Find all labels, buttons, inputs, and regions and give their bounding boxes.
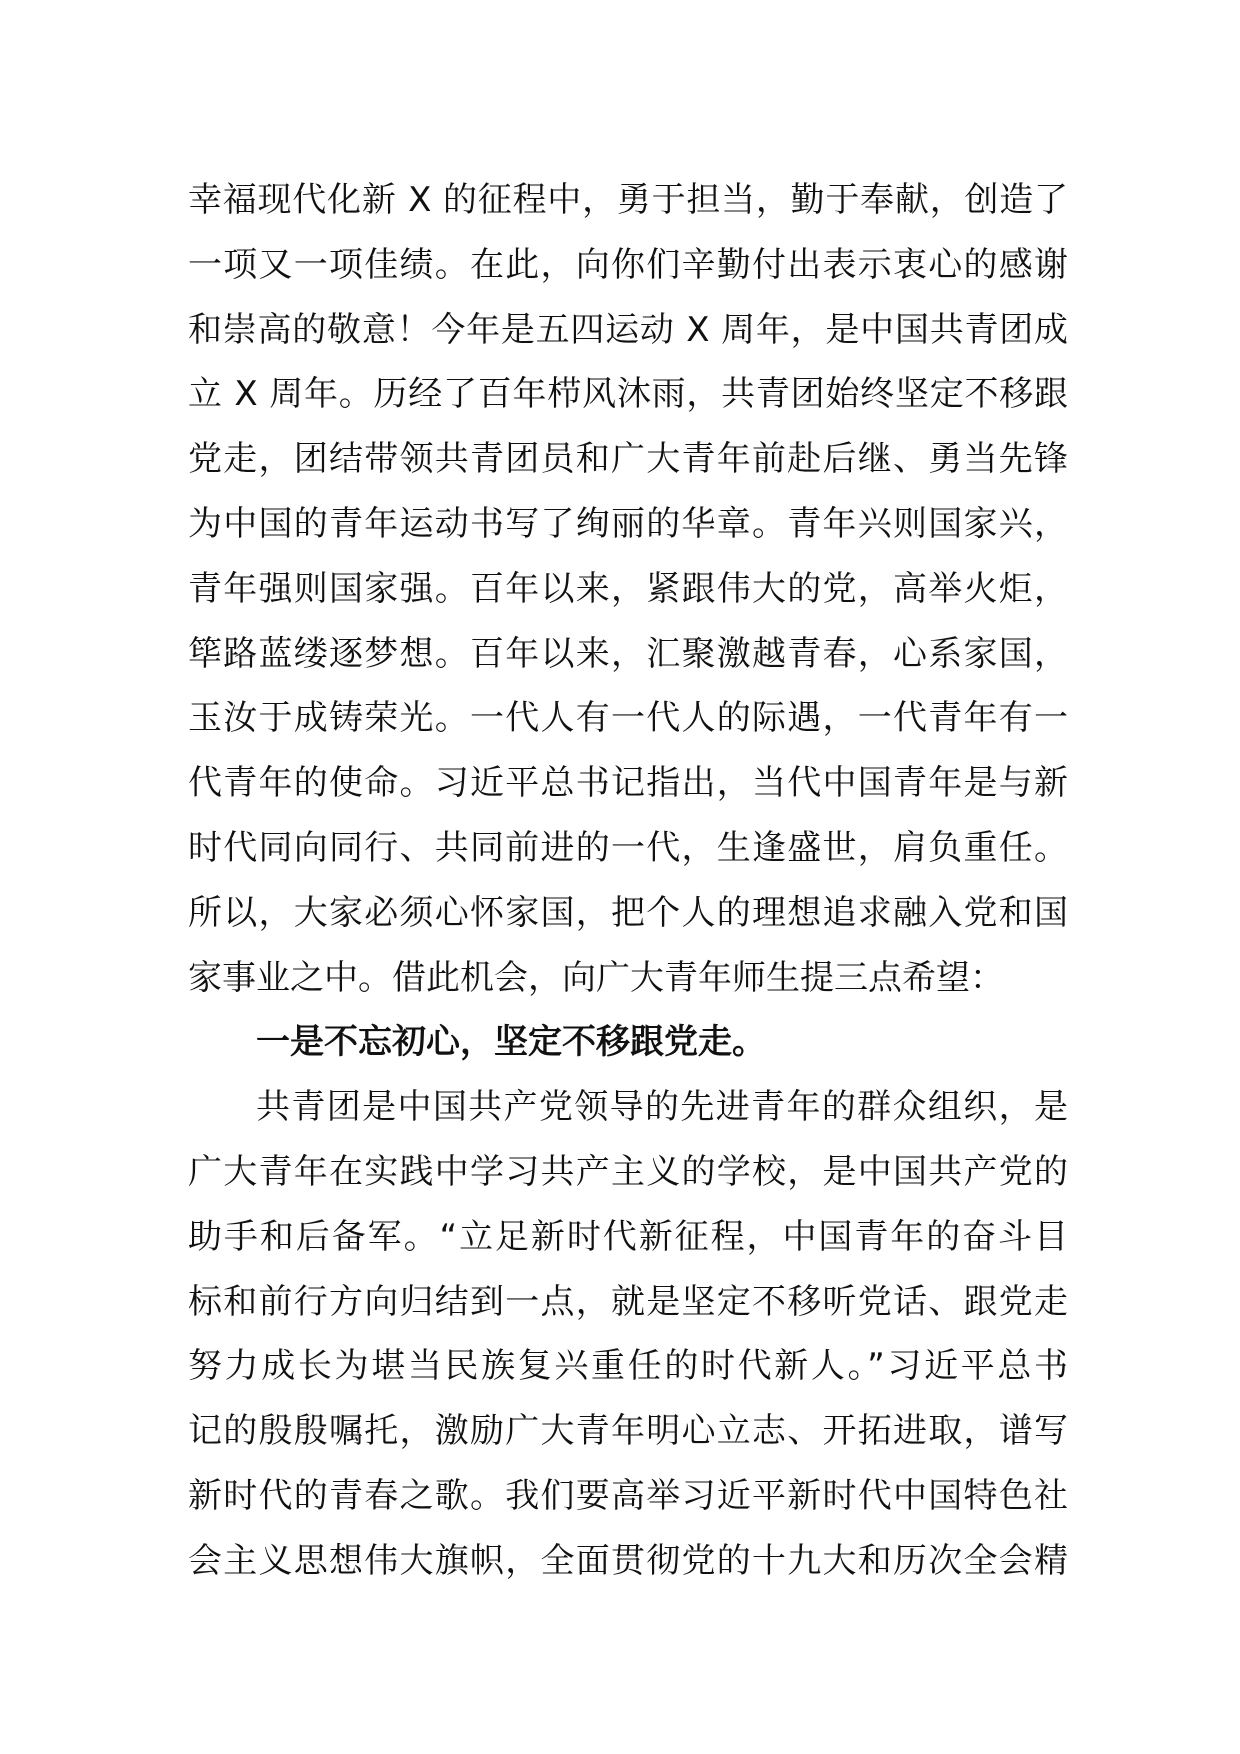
text-line: 代青年的使命。习近平总书记指出，当代中国青年是与新	[188, 763, 1068, 804]
text-line: 筚路蓝缕逐梦想。百年以来，汇聚激越青春，心系家国，	[188, 633, 1068, 674]
text-line: 为中国的青年运动书写了绚丽的华章。青年兴则国家兴，	[188, 503, 1068, 544]
text-line: 玉汝于成铸荣光。一代人有一代人的际遇，一代青年有一	[188, 698, 1068, 739]
text-line: 记的殷殷嘱托，激励广大青年明心立志、开拓进取，谱写	[188, 1411, 1068, 1452]
text-line: 和崇高的敬意！今年是五四运动 X 周年，是中国共青团成	[188, 309, 1068, 350]
text-line: 努力成长为堪当民族复兴重任的时代新人。”习近平总书	[188, 1346, 1068, 1387]
text-line: 共青团是中国共产党领导的先进青年的群众组织，是	[256, 1087, 1068, 1128]
text-line: 党走，团结带领共青团员和广大青年前赴后继、勇当先锋	[188, 439, 1068, 480]
text-line: 立 X 周年。历经了百年栉风沐雨，共青团始终坚定不移跟	[188, 374, 1068, 415]
text-line: 广大青年在实践中学习共产主义的学校，是中国共产党的	[188, 1151, 1068, 1192]
paragraph-2	[188, 1075, 1068, 1593]
text-line: 标和前行方向归结到一点，就是坚定不移听党话、跟党走	[188, 1281, 1068, 1322]
text-line: 会主义思想伟大旗帜，全面贯彻党的十九大和历次全会精	[188, 1540, 1068, 1581]
text-line: 青年强则国家强。百年以来，紧跟伟大的党，高举火炬，	[188, 568, 1068, 609]
section-heading: 一是不忘初心，坚定不移跟党走。	[256, 1022, 766, 1063]
paragraph-1	[188, 168, 1068, 1010]
document-body	[188, 168, 1068, 1594]
text-line: 一项又一项佳绩。在此，向你们辛勤付出表示衷心的感谢	[188, 244, 1068, 285]
text-line: 助手和后备军。“立足新时代新征程，中国青年的奋斗目	[188, 1216, 1068, 1257]
text-line: 幸福现代化新 X 的征程中，勇于担当，勤于奉献，创造了	[188, 180, 1068, 220]
text-line: 新时代的青春之歌。我们要高举习近平新时代中国特色社	[188, 1475, 1068, 1516]
text-line: 时代同向同行、共同前进的一代，生逢盛世，肩负重任。	[188, 827, 1068, 868]
text-line: 家事业之中。借此机会，向广大青年师生提三点希望：	[188, 957, 1004, 998]
text-line: 所以，大家必须心怀家国，把个人的理想追求融入党和国	[188, 892, 1068, 933]
